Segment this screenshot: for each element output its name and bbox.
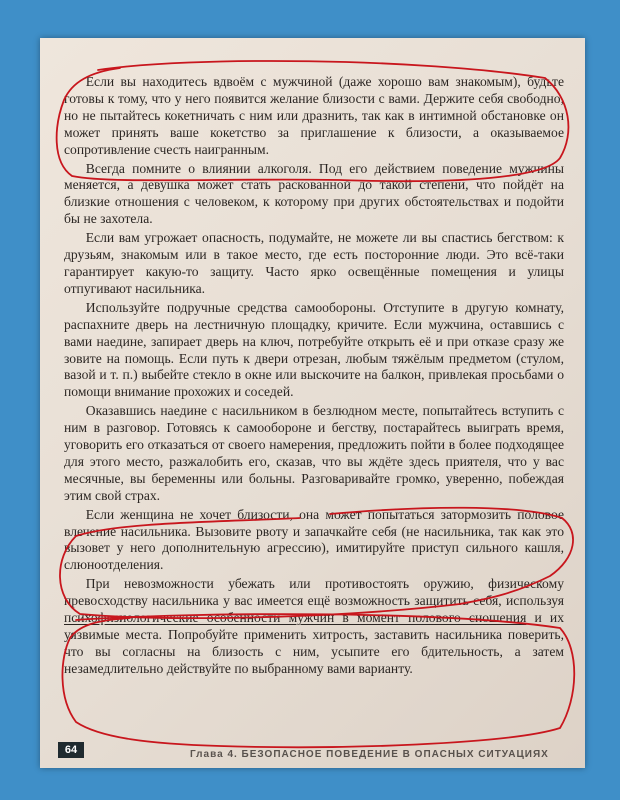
paragraph-1: Если вы находитесь вдвоём с мужчиной (даже хорошо вам знакомым), будьте готовы к тому, что у него появится желание близости с вами. Держите себя свободно, но не пытайтесь кокетничать с ним или дразнить, так как в интимной обстановке он может принять ваше кокетство за приглашение к близости, а оказываемое сопротивление счесть наигранным.: [64, 74, 564, 157]
paragraph-3: Если вам угрожает опасность, подумайте, не можете ли вы спастись бегством: к друзьям, знакомым или в такое место, где есть посторонние люди. Это всё-таки гарантирует какую-то защиту. Часто ярко освещённые помещения и улицы отпугивают насильника.: [64, 230, 564, 296]
paragraph-4: Используйте подручные средства самообороны. Отступите в другую комнату, распахните дверь на лестничную площадку, кричите. Если мужчина, оставшись с вами наедине, запирает дверь на ключ, потребуйте открыть её и при отказе сразу же зовите на помощь. Если путь к двери отрезан, любым тяжёлым предметом (стулом, вазой и т. п.) выбейте стекло в окне или выскочите на балкон, привлекая просьбами о помощи внимание прохожих и соседей.: [64, 299, 564, 400]
paragraph-7-end: и их уязвимые места. Попробуйте применить хитрость, заставить насильника поверить, что вы согласны на близость с ним, усыпите его бдительность, а затем незамедлительно действуйте по выбранному вами варианту.: [64, 610, 564, 676]
book-page: [40, 38, 585, 768]
page-footer: [40, 736, 585, 768]
paragraph-5: Оказавшись наедине с насильником в безлюдном месте, попытайтесь вступить с ним в разговор. Готовясь к самообороне и бегству, постарайтесь выиграть время, уговорить его отказаться от своего намерения, предложить пойти в более подходящее для этого место, разжалобить его, сказав, что вы ждёте здесь приятеля, что у вас месячные, вы беременны или больны. Разговаривайте громко, уверенно, побеждая этим свой страх.: [64, 403, 564, 503]
paragraph-7: [64, 576, 564, 677]
chapter-footer: Глава 4. БЕЗОПАСНОЕ ПОВЕДЕНИЕ В ОПАСНЫХ СИТУАЦИЯХ: [190, 749, 549, 760]
underlined-phrase: психофизиологические особенности мужчин в момент полового сношения: [64, 610, 527, 626]
paragraph-2: Всегда помните о влиянии алкоголя. Под его действием поведение мужчины меняется, а девушка может стать раскованной до такой степени, что пойдёт на близкие отношения с человеком, к которому при других обстоятельствах и подойти бы не захотела.: [64, 160, 564, 227]
paragraph-7-start: При невозможности убежать или противостоять оружию, физическому превосходству насильника у вас имеется ещё возможность защитить себя, используя: [64, 576, 564, 609]
paragraph-6: Если женщина не хочет близости, она может попытаться затормозить половое влечение насильника. Вызовите рвоту и запачкайте себя (не насильника, так как это вызовет у него дополнительную агрессию), имитируйте приступ сильного кашля, слюноотделения.: [64, 506, 564, 573]
page-number: 64: [58, 742, 84, 758]
page-text: [64, 74, 564, 678]
